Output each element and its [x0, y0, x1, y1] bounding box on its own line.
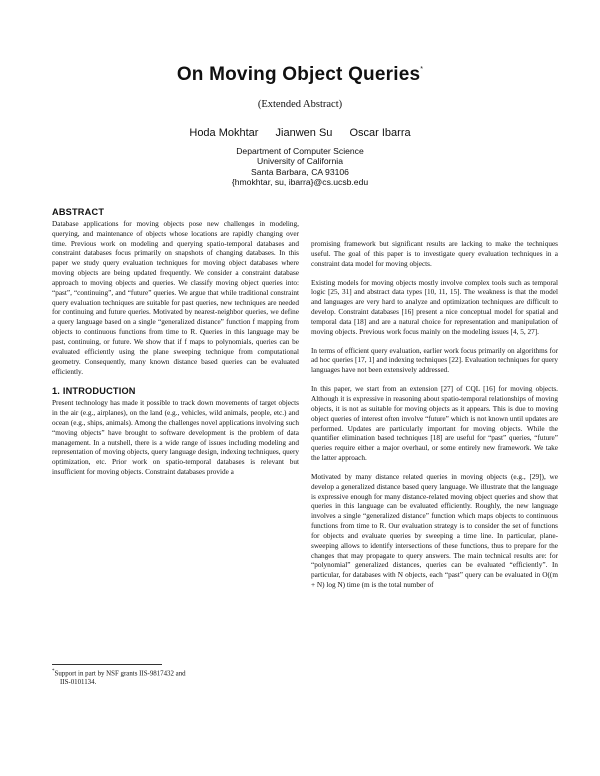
footnote-mark: *	[52, 669, 55, 674]
introduction-heading: 1. INTRODUCTION	[52, 386, 136, 397]
body-paragraph: In this paper, we start from an extension [27] of CQL [16] for moving objects. Although it is expressive in reasoning about spatio-temporal relationships of moving objects, it is not as suitable for moving objects as it appears. This is due to moving object queries of interest often involve “future” which is not known until updates are performed. Updates are particularly important for moving objects. While the quantifier elimination based techniques [18] are useful for “past” queries, “future” queries require either a major overhaul, or some entirely new framework. We take the latter approach.	[311, 385, 558, 463]
footnote-text: Support in part by NSF grants IIS-9817432 and	[54, 670, 186, 678]
footnote-line	[52, 668, 299, 679]
body-paragraph: promising framework but significant results are lacking to make the techniques useful. The goal of this paper is to investigate query evaluation techniques in a constraint data model for moving objects.	[311, 240, 558, 268]
affiliation-email: {hmokhtar, su, ibarra}@cs.ucsb.edu	[231, 177, 369, 188]
body-paragraph: In terms of efficient query evaluation, earlier work focus primarily on algorithms for ad hoc queries [17, 1] and indexing techniques [22]. Evaluation techniques for query languages have not been extensively addressed.	[311, 346, 558, 375]
left-column	[52, 208, 299, 478]
footnote-rule	[52, 664, 162, 665]
abstract-heading: ABSTRACT	[52, 207, 105, 217]
abstract-text: Database applications for moving objects pose new challenges in modeling, querying, and maintenance of objects whose locations are rapidly changing over time. Previous work on modeling and querying spatio-temporal databases and constraint databases focus primarily on snapshots of changing databases. In this paper we study query evaluation techniques for moving object databases where moving objects are being updated frequently. We consider a constraint database approach to moving objects and queries. We classify moving object queries into: “past”, “continuing”, and “future” queries. We argue that while traditional constraint query evaluation techniques are suitable for past queries, new techniques are needed for continuing and future queries. Motivated by nearest-neighbor queries, we define a query language based on a single “generalized distance” function f mapping from objects to continuous functions from time to R. Queries in this language may be past, continuing, or future. We show that if f maps to polynomials, queries can be evaluated efficiently using the plane sweeping technique from computational geometry. Consequently, many known distance based queries can be evaluated efficiently.	[52, 219, 299, 376]
affiliation-block	[0, 146, 600, 188]
paper-title	[0, 64, 600, 86]
author-name: Oscar Ibarra	[349, 127, 411, 139]
body-paragraph: Existing models for moving objects mostly involve complex tools such as temporal logic [25, 31] and abstract data types [10, 11, 15]. The weakness is that the model and languages are very hard to analyze and optimization techniques are difficult to develop. Constraint databases [16] present a nice conceptual model for spatial and temporal data [18] and are a natural choice for representation and manipulation of moving objects. Previous work focus mainly on the modeling issues [4, 5, 27].	[311, 278, 558, 336]
affiliation-address: Santa Barbara, CA 93106	[251, 166, 349, 177]
author-name: Jianwen Su	[275, 127, 333, 139]
author-name: Hoda Mokhtar	[189, 127, 259, 139]
title-footnote-mark: *	[420, 66, 424, 73]
body-paragraph: Motivated by many distance related queries in moving objects (e.g., [29]), we develop a generalized distance based query language. We illustrate that the language is expressive enough for many distance-related moving object queries and show that queries in this language can be evaluated efficiently. Roughly, the new language involves a single “generalized distance” function which maps objects to continuous functions from time to R. Our evaluation strategy is to consider the set of functions for objects and evaluate queries by sweeping a time line. In particular, plane-sweeping allows to identify intersections of these functions, thus to prepare for the changes that may propagate to query answers. The main technical results are: for “polynomial” generalized distances, queries can be evaluated “efficiently”. In particular, for databases with N objects, each “past” query can be evaluated in O((m + N) log N) time (m is the total number of	[311, 472, 558, 590]
right-column	[311, 240, 558, 591]
footnote	[52, 668, 299, 687]
title-text: On Moving Object Queries	[176, 64, 421, 85]
paper-subtitle: (Extended Abstract)	[257, 99, 343, 110]
introduction-paragraph: Present technology has made it possible to track down movements of target objects in the air (e.g., airplanes), on the land (e.g., vehicles, wild animals, people, etc.) and ocean (e.g., ships, animals). Among the challenges novel applications involving such “moving objects” have brought to software development is the problem of data management. In a nutshell, there is a wide range of issues including modeling and representation of moving objects, query language design, indexing techniques, query optimization, etc. Prior work on spatio-temporal databases is relevant but insufficient for moving objects. Constraint databases provide a	[52, 399, 299, 477]
affiliation-university: University of California	[257, 156, 343, 167]
footnote-line-2: IIS-0101134.	[60, 678, 97, 686]
affiliation-department: Department of Computer Science	[236, 146, 364, 156]
author-list	[0, 127, 600, 139]
